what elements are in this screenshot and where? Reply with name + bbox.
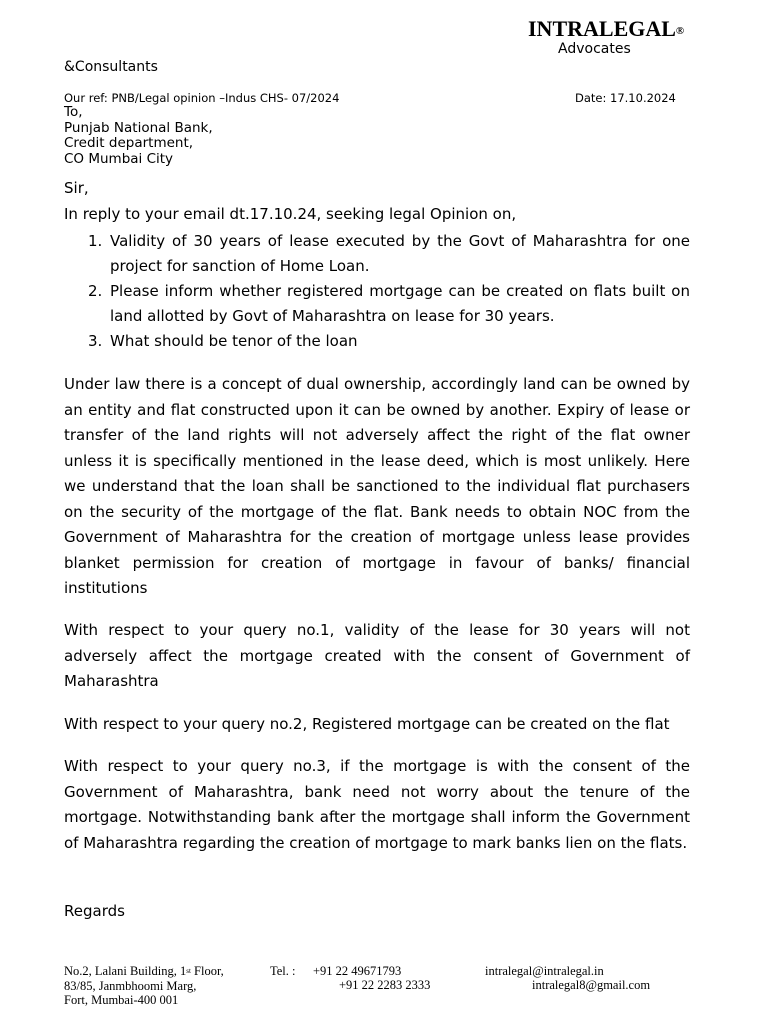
opinion-paragraph-query-2: With respect to your query no.2, Registered mortgage can be created on the flat (64, 715, 670, 733)
closing-regards: Regards (64, 902, 125, 920)
footer-address-line (64, 964, 224, 979)
footer-phone-2: +91 22 2283 2333 (339, 978, 431, 992)
our-reference: Our ref: PNB/Legal opinion –Indus CHS- 07/2024 (64, 91, 340, 105)
opinion-paragraph-query-1: With respect to your query no.1, validity of the lease for 30 years will not adversely affect the mortgage created with the consent of Government of Maharashtra (64, 621, 690, 690)
footer-phone-1: +91 22 49671793 (313, 964, 402, 978)
footer-address-line: 83/85, Janmbhoomi Marg, (64, 978, 197, 993)
footer-address-sup: st (186, 967, 191, 975)
brand-name: INTRALEGAL (528, 16, 676, 41)
query-item (64, 329, 690, 354)
query-item (64, 229, 690, 279)
footer-address (64, 964, 224, 1008)
recipient-to: To, (64, 104, 83, 120)
letter-date: Date: 17.10.2024 (575, 91, 676, 105)
footer-address-part: No.2, Lalani Building, 1 (64, 964, 187, 978)
registered-mark: ® (675, 25, 685, 37)
footer-address-part: Floor, (190, 964, 224, 978)
query-number: 3. (88, 332, 103, 350)
letterhead-consultants: &Consultants (64, 59, 158, 75)
letterhead-advocates: Advocates (558, 41, 631, 57)
footer-email-1: intralegal@intralegal.in (485, 964, 604, 978)
query-text: What should be tenor of the loan (110, 332, 358, 350)
queries-list (64, 229, 690, 354)
recipient-address (64, 105, 213, 167)
query-text: Please inform whether registered mortgage can be created on flats built on land allotted by Govt of Maharashtra on lease for 30 years. (110, 282, 690, 325)
recipient-line: CO Mumbai City (64, 150, 174, 167)
opinion-paragraph-query-3: With respect to your query no.3, if the mortgage is with the consent of the Government of Maharashtra, bank need not worry about the tenure of the mortgage. Notwithstanding bank after the mortgage shall inform the Government of Maharashtra regarding the creation of mortgage to mark banks lien on the flats. (64, 757, 690, 852)
query-item (64, 279, 690, 329)
query-number: 2. (88, 282, 103, 300)
query-text: Validity of 30 years of lease executed by the Govt of Maharashtra for one project for sanction of Home Loan. (110, 232, 690, 275)
footer-email-2: intralegal8@gmail.com (532, 978, 651, 992)
opinion-paragraph-dual-ownership: Under law there is a concept of dual ownership, accordingly land can be owned by an entity and flat constructed upon it can be owned by another. Expiry of lease or transfer of the land rights will not adversely affect the right of the flat owner unless it is specifically mentioned in the lease deed, which is most unlikely. Here we understand that the loan shall be sanctioned to the individual flat purchasers on the security of the mortgage of the flat. Bank needs to obtain NOC from the Government of Maharashtra for the creation of mortgage unless lease provides blanket permission for creation of mortgage in favour of banks/ financial institutions (64, 375, 690, 597)
recipient-line: Credit department, (64, 135, 194, 151)
salutation: Sir, (64, 179, 89, 197)
letterhead-brand (528, 15, 684, 43)
footer-tel-label: Tel. : (270, 964, 296, 978)
recipient-line: Punjab National Bank, (64, 119, 213, 136)
query-number: 1. (88, 232, 103, 250)
footer-address-line: Fort, Mumbai-400 001 (64, 993, 179, 1007)
intro-text: In reply to your email dt.17.10.24, seeking legal Opinion on, (64, 205, 517, 223)
